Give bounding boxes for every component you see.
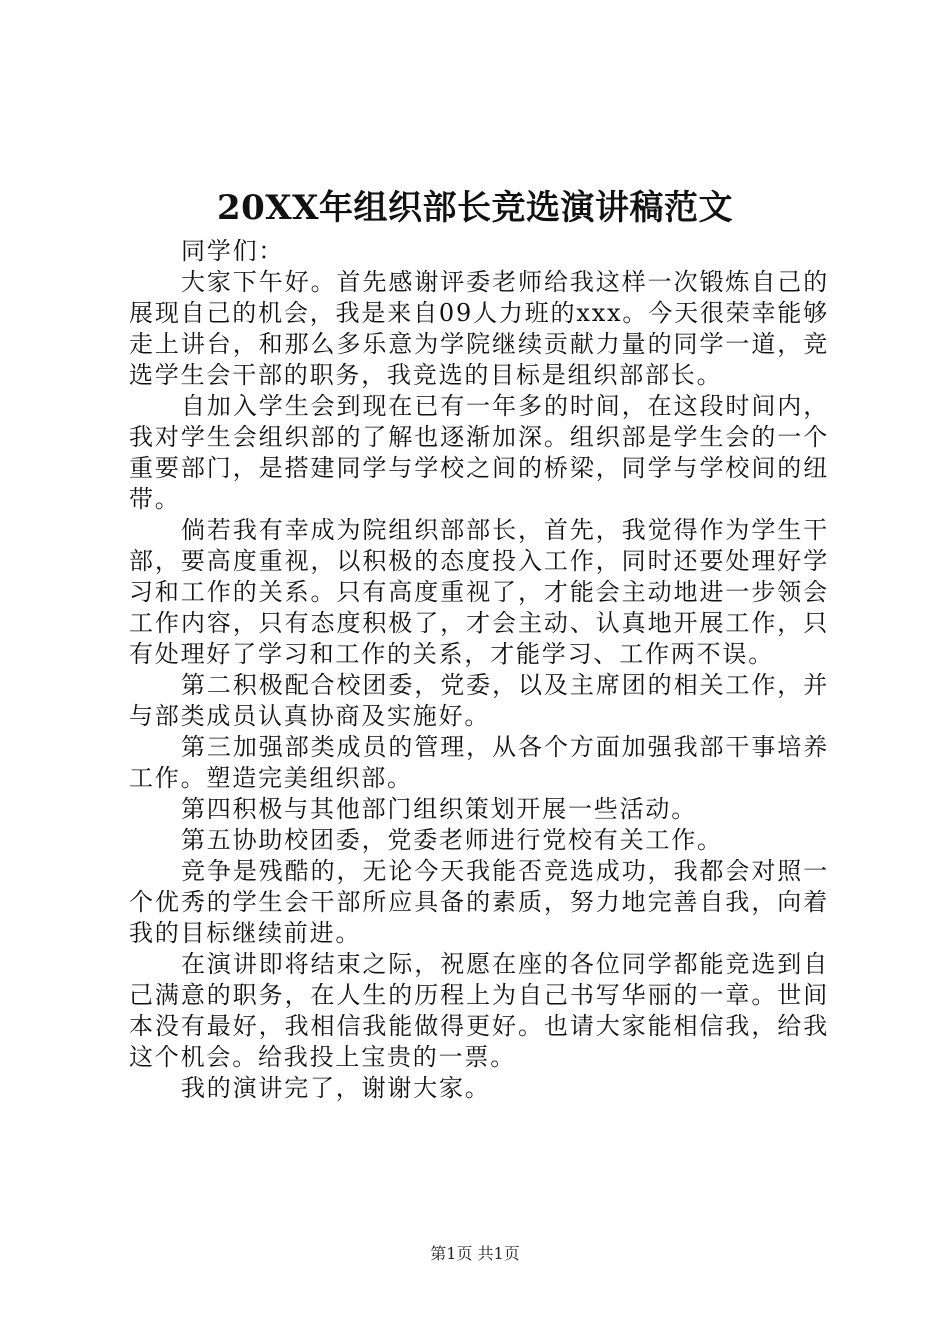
paragraph-plan-third: 第三加强部类成员的管理，从各个方面加强我部干事培养工作。塑造完美组织部。: [129, 733, 829, 792]
paragraph-experience: 自加入学生会到现在已有一年多的时间，在这段时间内，我对学生会组织部的了解也逐渐加深。组织部是学生会的一个重要部门，是搭建同学与学校之间的桥梁，同学与学校间的纽带。: [129, 392, 829, 513]
document-body: [129, 236, 829, 1104]
paragraph-introduction: 大家下午好。首先感谢评委老师给我这样一次锻炼自己的展现自己的机会，我是来自09人力班的xxx。今天很荣幸能够走上讲台，和那么多乐意为学院继续贡献力量的同学一道，竞选学生会干部的职务，我竞选的目标是组织部部长。: [129, 268, 829, 389]
paragraph-plan-first: 倘若我有幸成为院组织部部长，首先，我觉得作为学生干部，要高度重视，以积极的态度投入工作，同时还要处理好学习和工作的关系。只有高度重视了，才能会主动地进一步领会工作内容，只有态度积极了，才会主动、认真地开展工作，只有处理好了学习和工作的关系，才能学习、工作两不误。: [129, 516, 829, 668]
document-title: 20XX年组织部长竞选演讲稿范文: [216, 188, 734, 228]
paragraph-closing: 在演讲即将结束之际，祝愿在座的各位同学都能竞选到自己满意的职务，在人生的历程上为自己书写华丽的一章。世间本没有最好，我相信我能做得更好。也请大家能相信我，给我这个机会。给我投上宝贵的一票。: [129, 950, 829, 1071]
paragraph-competition: 竞争是残酷的，无论今天我能否竞选成功，我都会对照一个优秀的学生会干部所应具备的素质，努力地完善自我，向着我的目标继续前进。: [129, 857, 829, 947]
paragraph-thanks: 我的演讲完了，谢谢大家。: [181, 1074, 491, 1102]
paragraph-greeting: 同学们：: [181, 237, 285, 265]
paragraph-plan-fourth: 第四积极与其他部门组织策划开展一些活动。: [181, 795, 697, 823]
paragraph-plan-fifth: 第五协助校团委，党委老师进行党校有关工作。: [181, 826, 723, 854]
paragraph-plan-second: 第二积极配合校团委，党委，以及主席团的相关工作，并与部类成员认真协商及实施好。: [129, 671, 829, 730]
page-footer: 第1页 共1页: [430, 1244, 520, 1263]
